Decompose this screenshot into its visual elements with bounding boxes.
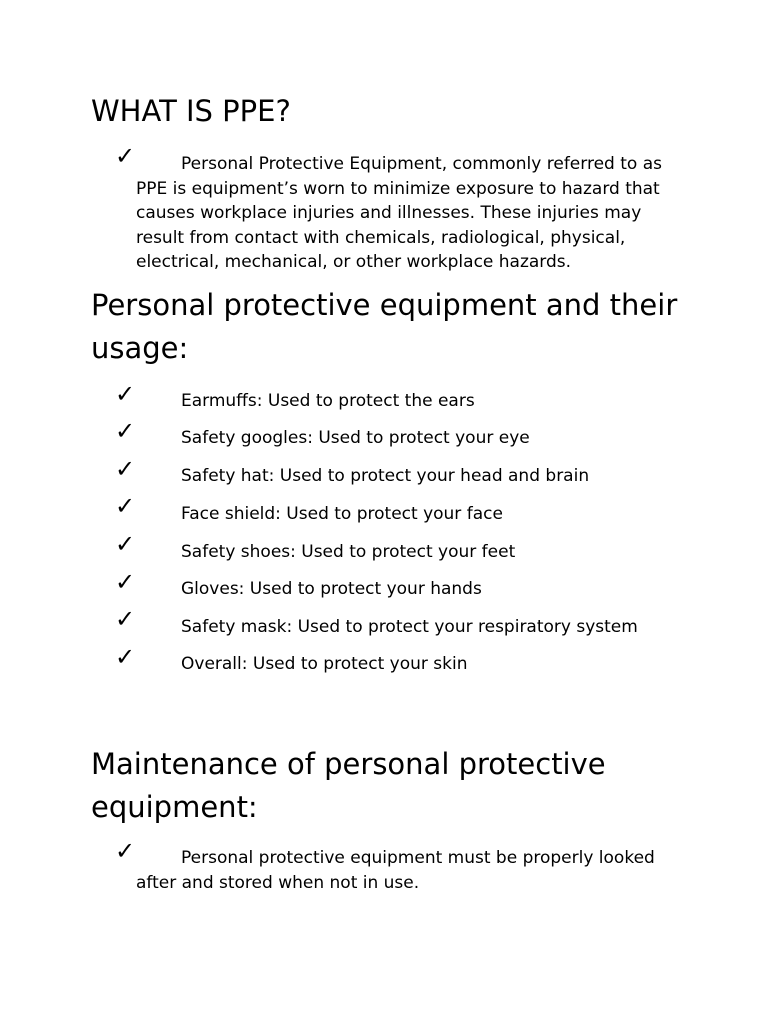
checkmark-icon: ✓ bbox=[115, 417, 136, 445]
checkmark-icon: ✓ bbox=[115, 837, 136, 865]
section-heading-what-is-ppe: WHAT IS PPE? bbox=[91, 94, 291, 128]
ppe-definition-paragraph: Personal Protective Equipment, commonly referred to as PPE is equipment’s worn to minimize exposure to hazard that causes workplace injuries and illnesses. These injuries may result from contact with chemicals, radiological, physical, electrical, mechanical, or other workplace hazards. bbox=[136, 154, 662, 272]
ppe-maintenance-paragraph: Personal protective equipment must be properly looked after and stored when not in use. bbox=[136, 848, 655, 893]
checkmark-icon: ✓ bbox=[115, 455, 136, 483]
section-heading-ppe-usage: Personal protective equipment and their usage: bbox=[91, 288, 678, 365]
list-item-text: Earmuffs: Used to protect the ears bbox=[181, 391, 475, 411]
checkmark-icon: ✓ bbox=[115, 380, 136, 408]
list-item-text: Face shield: Used to protect your face bbox=[181, 504, 503, 524]
list-item-text: Safety shoes: Used to protect your feet bbox=[181, 542, 516, 562]
section-heading-ppe-maintenance: Maintenance of personal protective equipment: bbox=[91, 747, 606, 824]
checkmark-icon: ✓ bbox=[115, 142, 136, 170]
checkmark-icon: ✓ bbox=[115, 643, 136, 671]
checkmark-icon: ✓ bbox=[115, 492, 136, 520]
list-item-text: Safety hat: Used to protect your head and brain bbox=[181, 466, 590, 486]
list-item-text: Gloves: Used to protect your hands bbox=[181, 579, 482, 599]
list-item-text: Safety googles: Used to protect your eye bbox=[181, 428, 530, 448]
list-item-text: Overall: Used to protect your skin bbox=[181, 654, 468, 674]
checkmark-icon: ✓ bbox=[115, 605, 136, 633]
checkmark-icon: ✓ bbox=[115, 530, 136, 558]
checkmark-icon: ✓ bbox=[115, 568, 136, 596]
list-item-text: Safety mask: Used to protect your respiratory system bbox=[181, 617, 638, 637]
